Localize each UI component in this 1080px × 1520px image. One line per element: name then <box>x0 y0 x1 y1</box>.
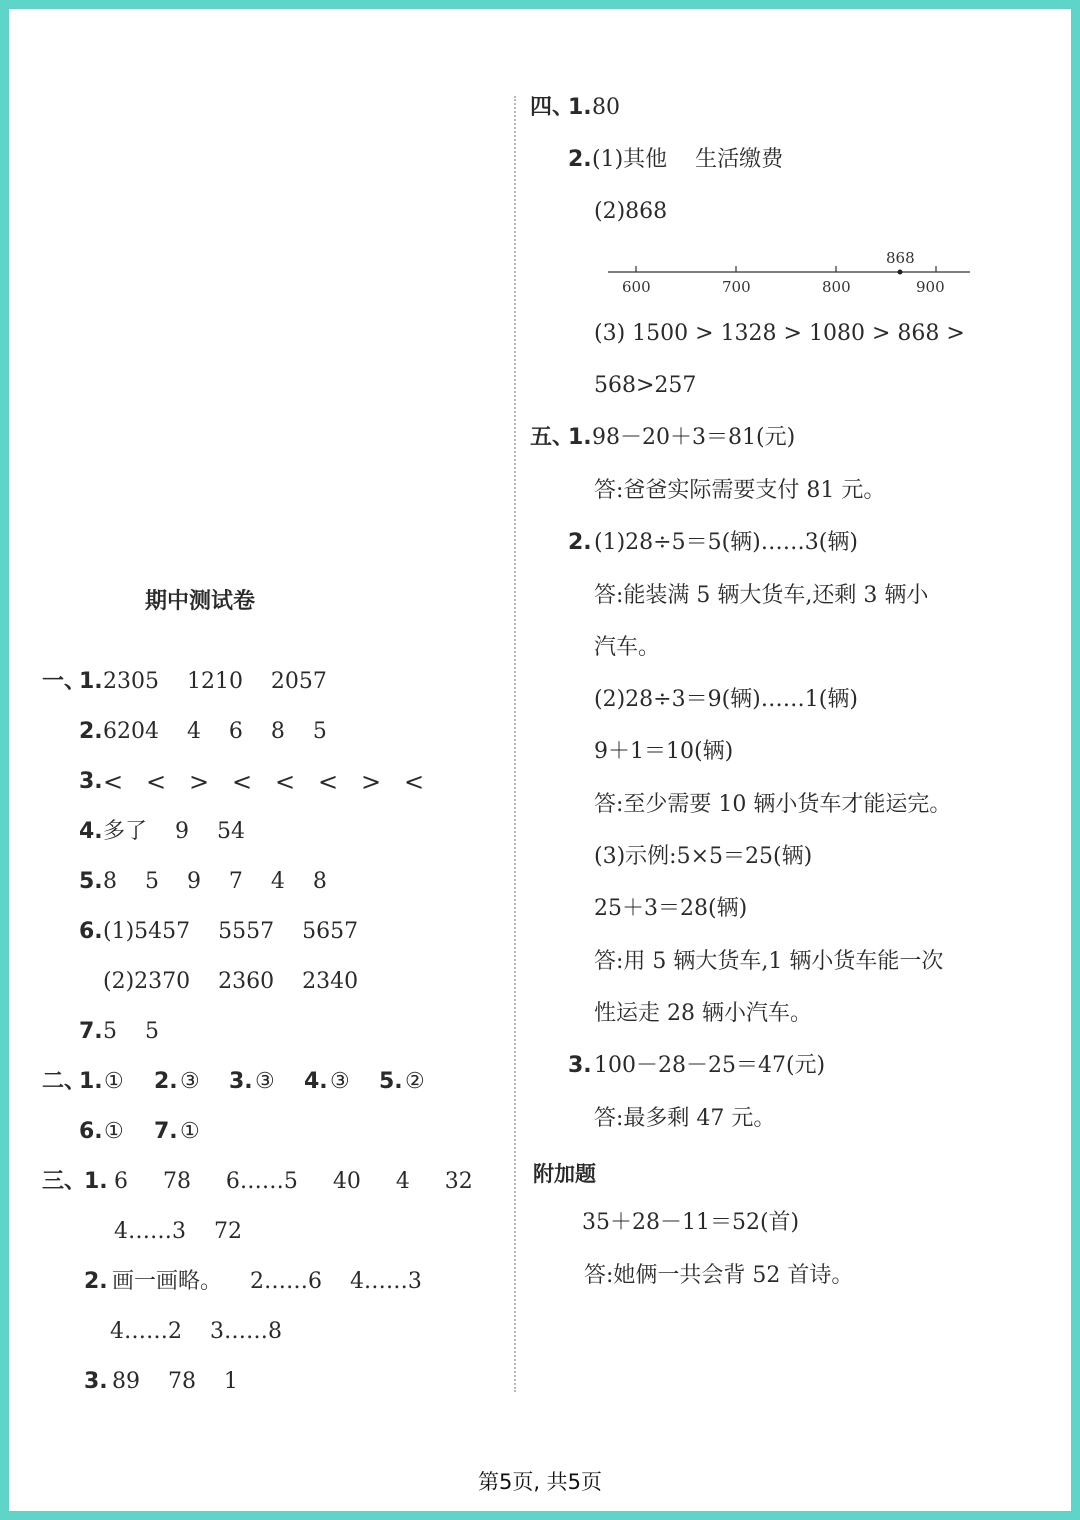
section-3-label: 三、 <box>42 1169 87 1194</box>
answer-text: (1)5457 5557 5657 <box>103 919 359 944</box>
q-num: 4. <box>79 819 103 844</box>
q-num: 1. <box>568 95 592 120</box>
answer-text: 4……3 72 <box>114 1219 242 1244</box>
answer-text: 100－28－25＝47(元) <box>594 1053 826 1078</box>
answer-text: (3)示例:5×5＝25(辆) <box>594 844 813 869</box>
tick-label: 900 <box>916 278 945 296</box>
answer-text: (2)868 <box>594 199 668 224</box>
answer-text: 8 5 9 7 4 8 <box>103 869 327 894</box>
q-num: 2. <box>154 1069 178 1094</box>
answer-text: 4……2 3……8 <box>110 1319 282 1344</box>
q-num: 3. <box>229 1069 253 1094</box>
answer-text: 答:用 5 辆大货车,1 辆小货车能一次 <box>594 949 944 974</box>
marker-dot <box>898 270 903 275</box>
answer-text: 答:能装满 5 辆大货车,还剩 3 辆小 <box>594 583 929 608</box>
q-num: 3. <box>568 1053 592 1078</box>
answer-text: 画一画略。 2……6 4……3 <box>112 1269 422 1294</box>
answer-text: 2305 1210 2057 <box>103 669 327 694</box>
tick-label: 800 <box>822 278 851 296</box>
answer-text: 98－20＋3＝81(元) <box>592 425 796 450</box>
answer-text: 答:至少需要 10 辆小货车才能运完。 <box>594 792 952 817</box>
q-num: 5. <box>79 869 103 894</box>
answer-text: 答:最多剩 47 元。 <box>594 1106 776 1131</box>
section-1-label: 一、 <box>42 669 87 694</box>
answer-text: 89 78 1 <box>112 1369 238 1394</box>
answer-text: < < > < < < > < <box>103 768 425 796</box>
answer-text: ③ <box>255 1069 275 1094</box>
answer-text: 35＋28－11＝52(首) <box>582 1210 800 1235</box>
q-num: 7. <box>79 1019 103 1044</box>
page-title: 期中测试卷 <box>144 589 255 614</box>
q-num: 3. <box>84 1369 108 1394</box>
answer-text: (3) 1500 > 1328 > 1080 > 868 > <box>594 321 965 346</box>
answer-text: 25＋3＝28(辆) <box>594 896 748 921</box>
answer-text: ③ <box>180 1069 200 1094</box>
answer-text: 6 78 6……5 40 4 32 <box>114 1169 473 1194</box>
answer-text: 多了 9 54 <box>103 819 245 844</box>
q-num: 6. <box>79 919 103 944</box>
q-num: 2. <box>84 1269 108 1294</box>
section-4-label: 四、 <box>530 95 575 120</box>
number-line <box>600 244 980 304</box>
tick-label: 600 <box>622 278 651 296</box>
q-num: 5. <box>379 1069 403 1094</box>
answer-text: 性运走 28 辆小汽车。 <box>594 1001 812 1026</box>
answer-text: 80 <box>592 95 620 120</box>
answer-text: (2)28÷3＝9(辆)……1(辆) <box>594 687 858 712</box>
q-num: 1. <box>79 1069 103 1094</box>
answer-text: 9＋1＝10(辆) <box>594 739 734 764</box>
answer-text: 6204 4 6 8 5 <box>103 719 327 744</box>
answer-text: 汽车。 <box>594 635 661 660</box>
section-2-label: 二、 <box>42 1069 87 1094</box>
marker-label: 868 <box>886 249 915 267</box>
section-5-label: 五、 <box>530 425 575 450</box>
answer-text: 答:她俩一共会背 52 首诗。 <box>584 1263 854 1288</box>
q-num: 4. <box>304 1069 328 1094</box>
column-divider <box>514 96 516 1392</box>
answer-text: 568>257 <box>594 373 697 398</box>
answer-text: ① <box>104 1119 124 1144</box>
answer-text: ① <box>104 1069 124 1094</box>
answer-text: 答:爸爸实际需要支付 81 元。 <box>594 478 886 503</box>
page-footer: 第5页, 共5页 <box>477 1470 603 1494</box>
answer-text: 5 5 <box>103 1019 159 1044</box>
tick-label: 700 <box>722 278 751 296</box>
answer-text: (1)28÷5＝5(辆)……3(辆) <box>594 530 858 555</box>
q-num: 6. <box>79 1119 103 1144</box>
q-num: 7. <box>154 1119 178 1144</box>
answer-text: ② <box>405 1069 425 1094</box>
q-num: 2. <box>568 147 592 172</box>
q-num: 1. <box>84 1169 108 1194</box>
q-num: 1. <box>79 669 103 694</box>
bonus-section-title: 附加题 <box>533 1162 596 1186</box>
q-num: 1. <box>568 425 592 450</box>
q-num: 2. <box>79 719 103 744</box>
answer-text: ③ <box>330 1069 350 1094</box>
answer-text: (2)2370 2360 2340 <box>103 969 359 994</box>
answer-text: ① <box>180 1119 200 1144</box>
answer-text: (1)其他 生活缴费 <box>592 147 784 172</box>
q-num: 2. <box>568 530 592 555</box>
q-num: 3. <box>79 769 103 794</box>
